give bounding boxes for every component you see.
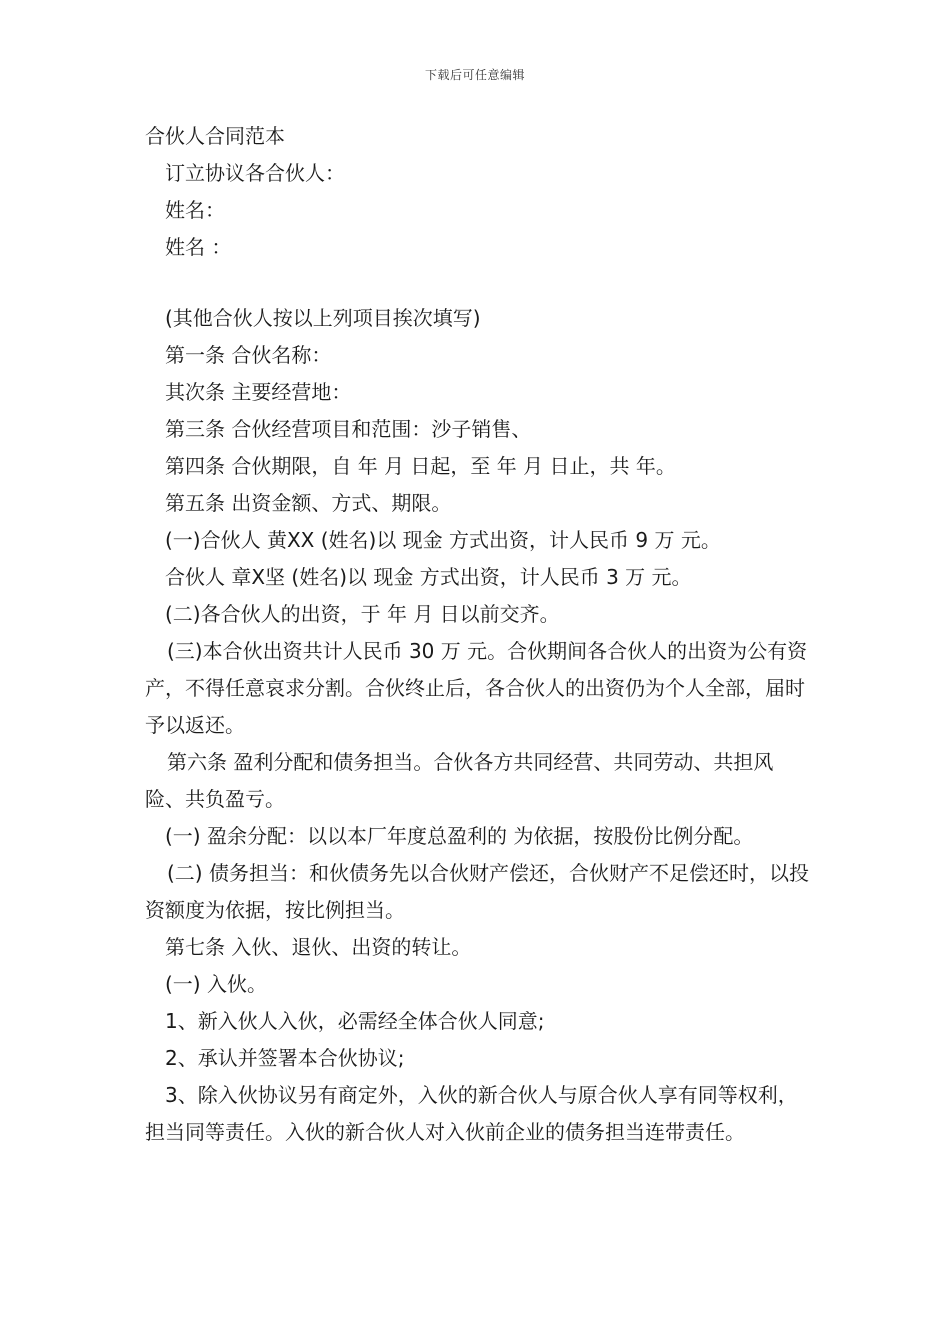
paragraph-article-1: 第一条 合伙名称： <box>165 343 332 367</box>
document-title: 合伙人合同范本 <box>145 124 285 148</box>
header-note: 下载后可任意编辑 <box>424 68 525 82</box>
paragraph-contribution-deadline: (二)各合伙人的出资，于 年 月 日以前交齐。 <box>165 602 560 626</box>
paragraph-article-2: 其次条 主要经营地： <box>165 380 352 404</box>
paragraph-article-4: 第四条 合伙期限，自 年 月 日起，至 年 月 日止，共 年。 <box>165 454 676 478</box>
paragraph-other-partners: (其他合伙人按以上列项目挨次填写) <box>165 306 481 330</box>
paragraph-parties: 订立协议各合伙人： <box>165 161 345 185</box>
paragraph-debt-liability: (二) 债务担当：和伙债务先以合伙财产偿还，合伙财产不足偿还时，以投资额度为依据，按比例担当。 <box>145 861 809 922</box>
paragraph-total-contribution: (三)本合伙出资共计人民币 30 万 元。合伙期间各合伙人的出资为公有资产，不得任意哀求分割。合伙终止后，各合伙人的出资仍为个人全部，届时予以返还。 <box>145 639 808 737</box>
paragraph-article-5: 第五条 出资金额、方式、期限。 <box>165 491 452 515</box>
paragraph-article-7: 第七条 入伙、退伙、出资的转让。 <box>165 935 472 959</box>
paragraph-admission: (一) 入伙。 <box>165 972 267 996</box>
paragraph-article-3: 第三条 合伙经营项目和范围：沙子销售、 <box>165 417 532 441</box>
paragraph-profit-distribution: (一) 盈余分配：以以本厂年度总盈利的 为依据，按股份比例分配。 <box>165 824 754 848</box>
paragraph-admission-item-3: 3、除入伙协议另有商定外，入伙的新合伙人与原合伙人享有同等权利，担当同等责任。入伙的新合伙人对入伙前企业的债务担当连带责任。 <box>145 1083 798 1144</box>
blank-line <box>145 266 810 300</box>
paragraph-article-6: 第六条 盈利分配和债务担当。合伙各方共同经营、共同劳动、共担风险、共负盈亏。 <box>145 750 774 811</box>
paragraph-name-2: 姓名 ： <box>165 235 232 259</box>
paragraph-contribution-1: (一)合伙人 黄XX (姓名)以 现金 方式出资，计人民币 9 万 元。 <box>165 528 721 552</box>
document-body <box>145 118 810 1151</box>
paragraph-name-1: 姓名： <box>165 198 225 222</box>
paragraph-admission-item-1: 1、新入伙人入伙，必需经全体合伙人同意; <box>165 1009 545 1033</box>
paragraph-contribution-2: 合伙人 章X坚 (姓名)以 现金 方式出资，计人民币 3 万 元。 <box>165 565 692 589</box>
paragraph-admission-item-2: 2、承认并签署本合伙协议; <box>165 1046 405 1070</box>
